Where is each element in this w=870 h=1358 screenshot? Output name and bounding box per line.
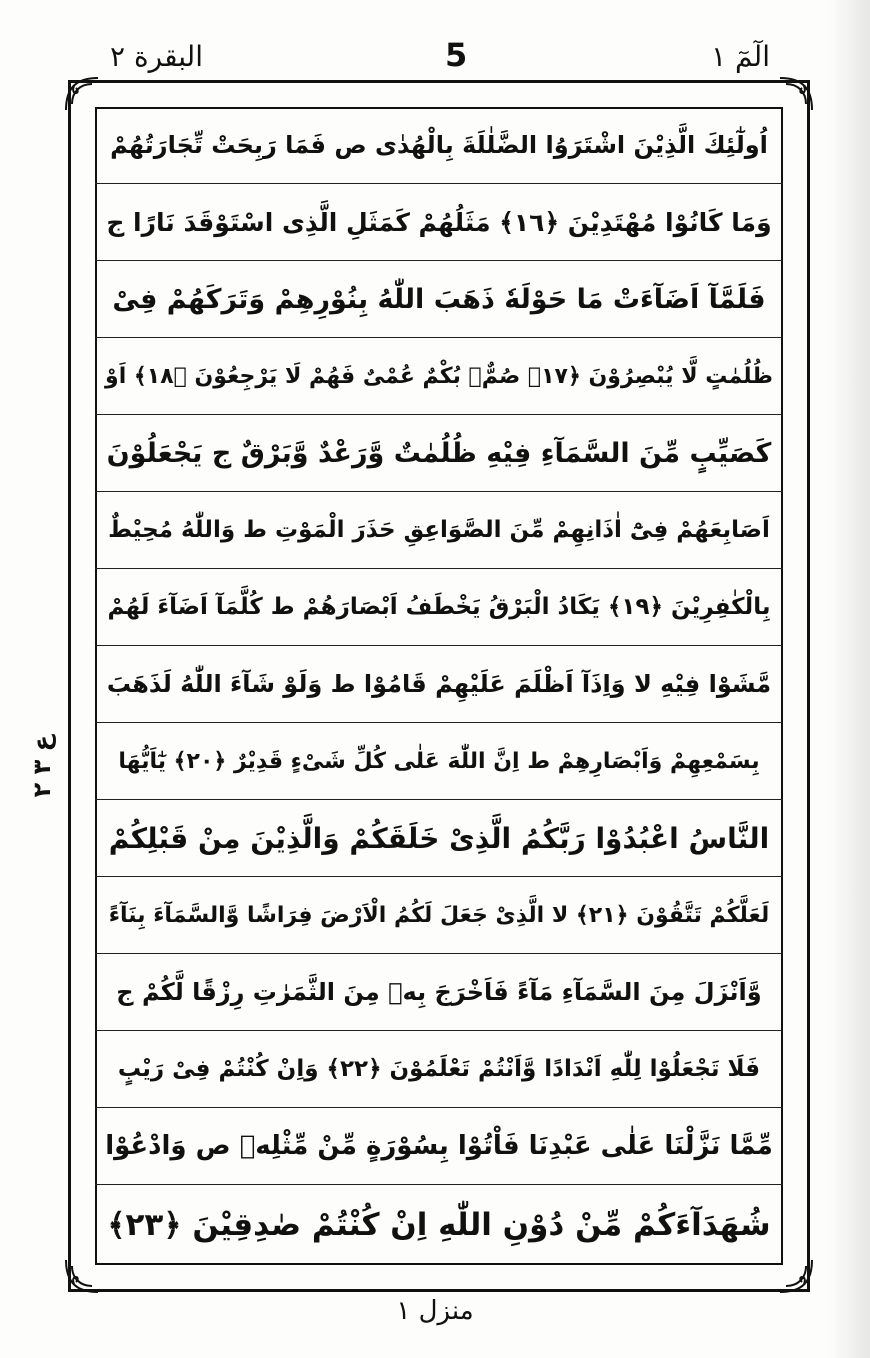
line-text: ظُلُمٰتٍ لَّا يُبْصِرُوْنَ ﴿١٧﴾ صُمٌّۢ بُكْمٌ عُمْىٌ فَهُمْ لَا يَرْجِعُوْنَ ﴿١٨﴾ اَوْ	[105, 363, 773, 389]
text-line	[95, 1031, 783, 1108]
line-text: اَصَابِعَهُمْ فِىْٓ اٰذَانِهِمْ مِّنَ الصَّوَاعِقِ حَذَرَ الْمَوْتِ ط وَاللّٰهُ مُحِيْطٌ	[108, 517, 770, 543]
page-header	[60, 36, 810, 80]
text-line	[95, 723, 783, 800]
text-line	[95, 184, 783, 261]
line-text: اُولٰٓئِكَ الَّذِيْنَ اشْتَرَوُا الضَّلٰلَةَ بِالْهُدٰى ص فَمَا رَبِحَتْ تِّجَارَتُهُمْ	[110, 131, 768, 159]
text-line	[95, 261, 783, 338]
text-line	[95, 569, 783, 646]
text-line	[95, 415, 783, 492]
text-line	[95, 492, 783, 569]
text-lines	[95, 107, 783, 1265]
text-line	[95, 800, 783, 877]
line-text: شُهَدَآءَكُمْ مِّنْ دُوْنِ اللّٰهِ اِنْ كُنْتُمْ صٰدِقِيْنَ ﴿٢٣﴾	[107, 1207, 771, 1243]
text-line	[95, 1185, 783, 1265]
line-text: النَّاسُ اعْبُدُوْا رَبَّكُمُ الَّذِىْ خَلَقَكُمْ وَالَّذِيْنَ مِنْ قَبْلِكُمْ	[108, 821, 770, 855]
text-line	[95, 1108, 783, 1185]
page-edge-shadow	[830, 0, 870, 1358]
para-name: الٓمٓ ١	[711, 40, 770, 73]
text-line	[95, 107, 783, 184]
surah-name: البقرة ٢	[110, 40, 203, 73]
line-text: فَلَا تَجْعَلُوْا لِلّٰهِ اَنْدَادًا وَّاَنْتُمْ تَعْلَمُوْنَ ﴿٢٢﴾ وَاِنْ كُنْتُمْ فِىْ رَيْبٍ	[117, 1056, 761, 1082]
manzil-footer: منزل ١	[396, 1296, 474, 1326]
line-text: وَمَا كَانُوْا مُهْتَدِيْنَ ﴿١٦﴾ مَثَلُهُمْ كَمَثَلِ الَّذِى اسْتَوْقَدَ نَارًا ج	[106, 207, 772, 237]
line-text: لَعَلَّكُمْ تَتَّقُوْنَ ﴿٢١﴾ لا الَّذِىْ جَعَلَ لَكُمُ الْاَرْضَ فِرَاشًا وَّالسَّمَآءَ بِنَآءً	[108, 902, 770, 928]
line-text: مَّشَوْا فِيْهِ لا وَاِذَآ اَظْلَمَ عَلَيْهِمْ قَامُوْا ط وَلَوْ شَآءَ اللّٰهُ لَذَهَبَ	[106, 670, 772, 698]
text-line	[95, 877, 783, 954]
line-text: بِالْكٰفِرِيْنَ ﴿١٩﴾ يَكَادُ الْبَرْقُ يَخْطَفُ اَبْصَارَهُمْ ط كُلَّمَآ اَضَآءَ لَهُمْ	[107, 594, 771, 620]
text-line	[95, 954, 783, 1031]
text-line	[95, 338, 783, 415]
page-number: 5	[445, 36, 468, 74]
line-text: مِّمَّا نَزَّلْنَا عَلٰى عَبْدِنَا فَاْتُوْا بِسُوْرَةٍ مِّنْ مِّثْلِهٖ ص وَادْعُوْا	[105, 1131, 773, 1161]
ruku-marker: ع ٣ ٢	[28, 735, 56, 798]
line-text: كَصَيِّبٍ مِّنَ السَّمَآءِ فِيْهِ ظُلُمٰتٌ وَّرَعْدٌ وَّبَرْقٌ ج يَجْعَلُوْنَ	[106, 437, 772, 469]
line-text: وَّاَنْزَلَ مِنَ السَّمَآءِ مَآءً فَاَخْرَجَ بِهٖ مِنَ الثَّمَرٰتِ رِزْقًا لَّكُمْ ج	[116, 978, 762, 1006]
line-text: بِسَمْعِهِمْ وَاَبْصَارِهِمْ ط اِنَّ اللّٰهَ عَلٰى كُلِّ شَىْءٍ قَدِيْرٌ ﴿٢٠﴾ يٰٓاَيُّهَا	[118, 748, 760, 774]
text-line	[95, 646, 783, 723]
line-text: فَلَمَّآ اَضَآءَتْ مَا حَوْلَهٗ ذَهَبَ اللّٰهُ بِنُوْرِهِمْ وَتَرَكَهُمْ فِىْ	[112, 283, 766, 315]
